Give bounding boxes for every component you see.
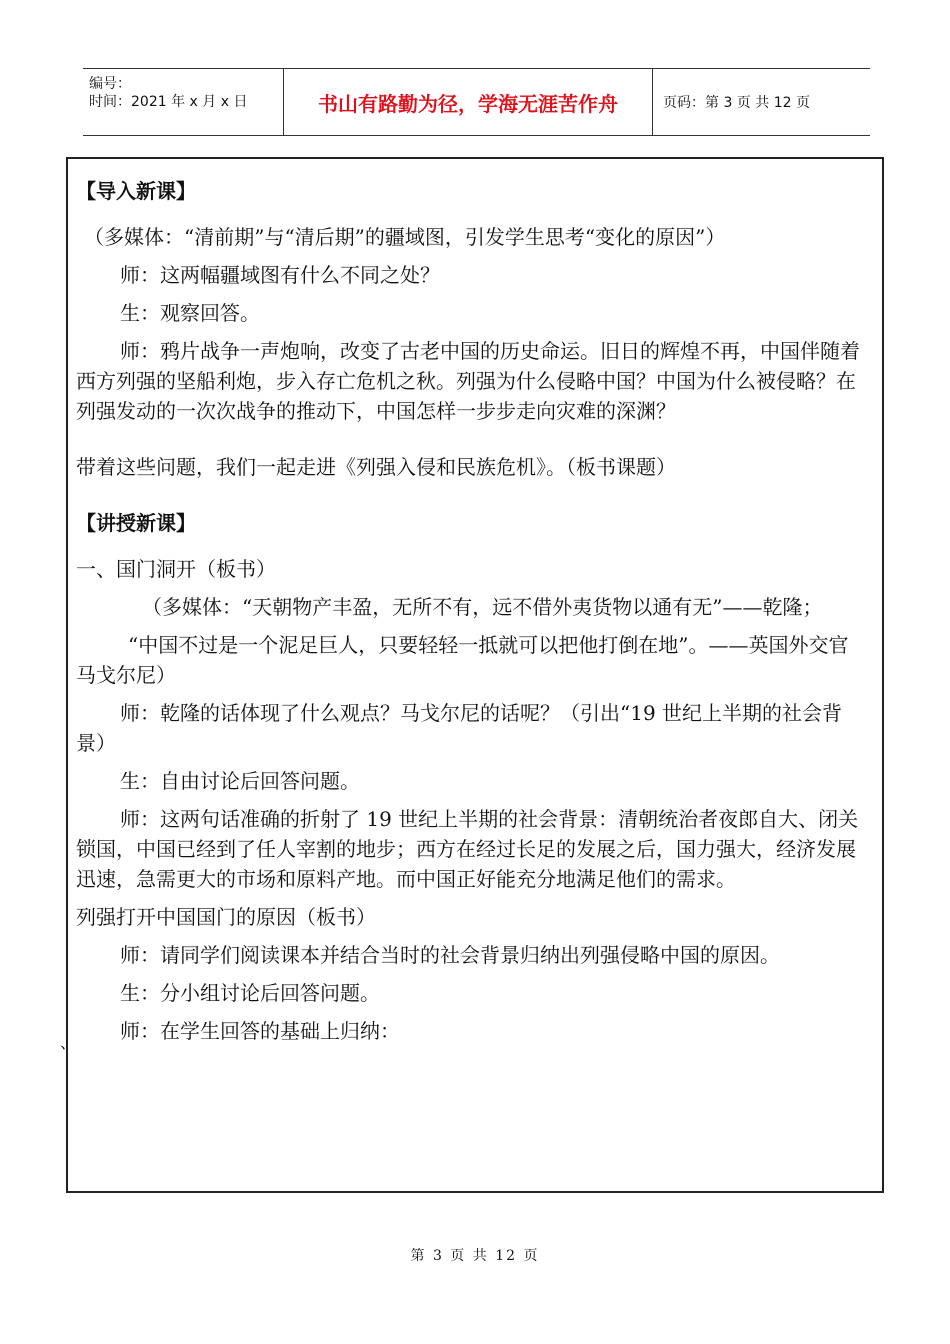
paragraph: 师：在学生回答的基础上归纳： [120,1019,400,1043]
paragraph: “中国不过是一个泥足巨人，只要轻轻一抵就可以把他打倒在地”。——英国外交官马戈尔尼） [76,633,849,687]
page-footer: 第 3 页 共 12 页 [410,1248,540,1264]
header-table [83,68,870,136]
paragraph: 生：自由讨论后回答问题。 [120,769,360,793]
paragraph: 师：请同学们阅读课本并结合当时的社会背景归纳出列强侵略中国的原因。 [120,943,780,967]
paragraph: 师：鸦片战争一声炮响，改变了古老中国的历史命运。旧日的辉煌不再，中国伴随着西方列强的坚船利炮，步入存亡危机之秋。列强为什么侵略中国？中国为什么被侵略？在列强发动的一次次战争的推动下，中国怎样一步步走向灾难的深渊？ [76,339,860,423]
paragraph: （多媒体：“清前期”与“清后期”的疆域图，引发学生思考“变化的原因”） [84,225,726,249]
paragraph: 师：这两幅疆域图有什么不同之处？ [120,263,440,287]
paragraph: 师：这两句话准确的折射了 19 世纪上半期的社会背景：清朝统治者夜郎自大、闭关锁国，中国已经到了任人宰割的地步；西方在经过长足的发展之后，国力强大，经济发展迅速，急需更大的市场和原料产地。而中国正好能充分地满足他们的需求。 [76,807,859,891]
section-title-lecture: 【讲授新课】 [76,511,196,535]
time-label: 时间：2021 年 x 月 x 日 [89,94,248,110]
stray-mark: 、 [60,1033,77,1052]
header-motto: 书山有路勤为径，学海无涯苦作舟 [283,69,653,135]
paragraph: 师：乾隆的话体现了什么观点？马戈尔尼的话呢？（引出“19 世纪上半期的社会背景） [76,701,843,755]
lesson-content [76,168,866,1046]
paragraph: 带着这些问题，我们一起走进《列强入侵和民族危机》。（板书课题） [76,455,676,479]
number-label: 编号： [89,76,131,92]
header-page-label: 页码：第 3 页 共 12 页 [663,95,810,111]
section-title-intro: 【导入新课】 [76,179,196,203]
paragraph: 列强打开中国国门的原因（板书） [76,905,376,929]
paragraph: 一、国门洞开（板书） [76,557,276,581]
header-meta [83,69,283,135]
paragraph: 生：观察回答。 [120,301,260,325]
paragraph: 生：分小组讨论后回答问题。 [120,981,380,1005]
paragraph: （多媒体：“天朝物产丰盈，无所不有，远不借外夷货物以通有无”——乾隆； [142,595,823,619]
